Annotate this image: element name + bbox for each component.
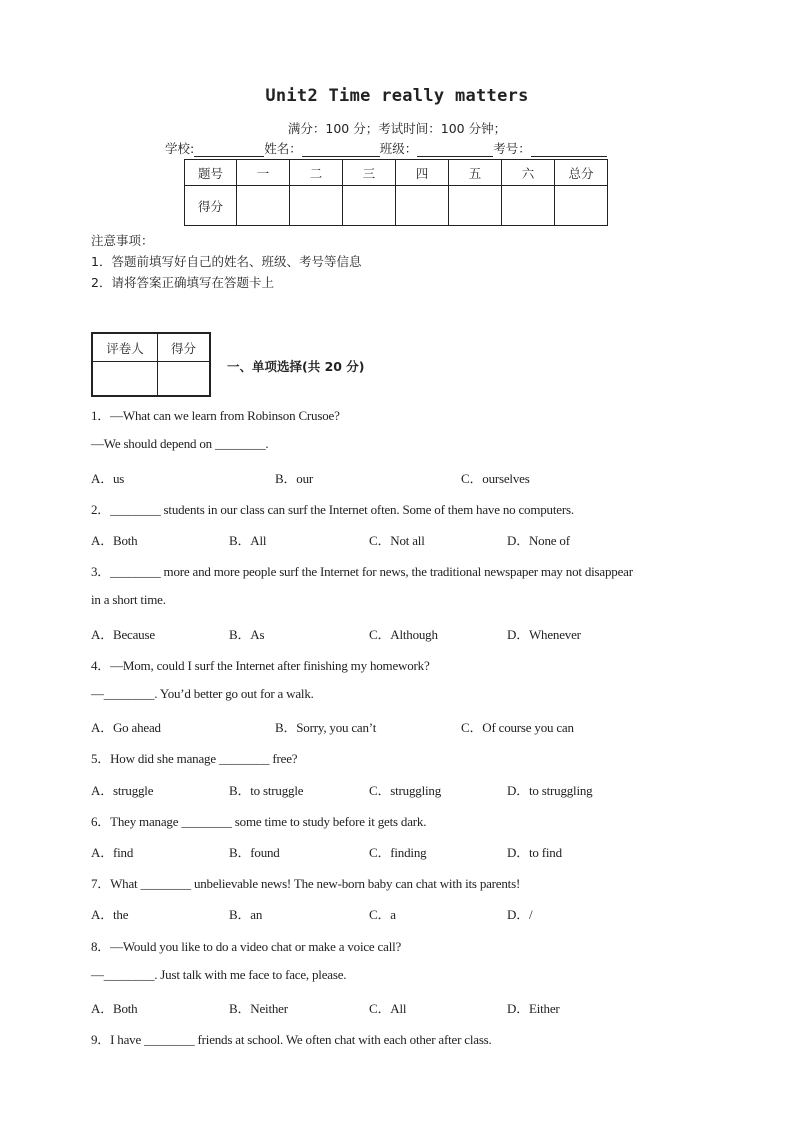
question-stem: 3．________ more and more people surf the Internet for news, the traditional newspaper may not disappear: [91, 564, 633, 579]
school-field[interactable]: [194, 144, 264, 157]
option[interactable]: D．Either: [507, 1001, 560, 1016]
option[interactable]: B．an: [229, 907, 263, 922]
question-stem: —We should depend on ________.: [91, 436, 269, 451]
question-stem: 7．What ________ unbelievable news! The new-born baby can chat with its parents!: [91, 876, 521, 891]
option[interactable]: C．struggling: [369, 783, 441, 798]
option[interactable]: D．Whenever: [507, 627, 581, 642]
student-info-line: [165, 139, 607, 157]
option[interactable]: D．to struggling: [507, 783, 593, 798]
question-stem: 1．—What can we learn from Robinson Crusoe?: [91, 408, 340, 423]
score-cell[interactable]: [449, 186, 502, 226]
question-stem: —________. You’d better go out for a walk.: [91, 686, 314, 701]
score-cell[interactable]: [502, 186, 555, 226]
score-cell[interactable]: [396, 186, 449, 226]
option[interactable]: B．our: [275, 471, 314, 486]
option[interactable]: A．Both: [91, 533, 138, 548]
score-header-cell: 二: [290, 160, 343, 186]
option[interactable]: C．a: [369, 907, 396, 922]
id-field[interactable]: [531, 144, 607, 157]
score-header-cell: 总分: [555, 160, 608, 186]
option[interactable]: D．to find: [507, 845, 562, 860]
option[interactable]: D．None of: [507, 533, 570, 548]
option[interactable]: C．Of course you can: [461, 720, 574, 735]
option[interactable]: B．Neither: [229, 1001, 288, 1016]
name-label: 姓名：: [264, 141, 302, 156]
grader-cell[interactable]: [92, 362, 158, 397]
score-header-cell: 五: [449, 160, 502, 186]
question-stem: 5．How did she manage ________ free?: [91, 751, 298, 766]
option[interactable]: A．Go ahead: [91, 720, 161, 735]
score-header-cell: 题号: [185, 160, 237, 186]
exam-meta: 满分：100 分；考试时间：100 分钟；: [287, 121, 507, 136]
class-label: 班级：: [379, 141, 418, 156]
notes-title: 注意事项：: [91, 233, 154, 248]
option[interactable]: C．Not all: [369, 533, 425, 548]
score-header-cell: 三: [343, 160, 396, 186]
score-cell[interactable]: [343, 186, 396, 226]
option[interactable]: C．ourselves: [461, 471, 530, 486]
option[interactable]: A．find: [91, 845, 134, 860]
score-header-cell: 六: [502, 160, 555, 186]
question-stem: 6．They manage ________ some time to study before it gets dark.: [91, 814, 427, 829]
option[interactable]: D．/: [507, 907, 533, 922]
option[interactable]: B．As: [229, 627, 265, 642]
notes: [91, 230, 361, 293]
option[interactable]: A．struggle: [91, 783, 154, 798]
grader-table: [91, 332, 211, 397]
score-table: [184, 159, 608, 226]
option[interactable]: C．finding: [369, 845, 427, 860]
class-field[interactable]: [417, 144, 493, 157]
name-field[interactable]: [302, 144, 380, 157]
grader-score-label: 得分: [158, 333, 211, 362]
id-label: 考号：: [493, 141, 531, 156]
option[interactable]: B．Sorry, you can’t: [275, 720, 377, 735]
score-cell[interactable]: [290, 186, 343, 226]
note-item: 2．请将答案正确填写在答题卡上: [91, 275, 274, 290]
score-header-cell: 四: [396, 160, 449, 186]
score-header-cell: 一: [237, 160, 290, 186]
school-label: 学校:: [165, 141, 195, 156]
option[interactable]: C．Although: [369, 627, 438, 642]
option[interactable]: A．the: [91, 907, 129, 922]
option[interactable]: B．found: [229, 845, 280, 860]
option[interactable]: B．All: [229, 533, 267, 548]
question-stem: in a short time.: [91, 592, 166, 607]
grader-label: 评卷人: [92, 333, 158, 362]
question-stem: —________. Just talk with me face to face, please.: [91, 967, 347, 982]
note-item: 1．答题前填写好自己的姓名、班级、考号等信息: [91, 254, 362, 269]
option[interactable]: C．All: [369, 1001, 407, 1016]
question-stem: 4．—Mom, could I surf the Internet after finishing my homework?: [91, 658, 430, 673]
section-title: 一、单项选择(共 20 分): [227, 359, 365, 374]
option[interactable]: B．to struggle: [229, 783, 304, 798]
question-stem: 9．I have ________ friends at school. We often chat with each other after class.: [91, 1032, 492, 1047]
question-stem: 2．________ students in our class can surf the Internet often. Some of them have no computers.: [91, 502, 574, 517]
option[interactable]: A．Because: [91, 627, 155, 642]
score-cell[interactable]: [555, 186, 608, 226]
grader-score-cell[interactable]: [158, 362, 211, 397]
question-stem: 8．—Would you like to do a video chat or make a voice call?: [91, 939, 402, 954]
score-cell[interactable]: [237, 186, 290, 226]
page-title: Unit2 Time really matters: [265, 86, 529, 106]
option[interactable]: A．Both: [91, 1001, 138, 1016]
option[interactable]: A．us: [91, 471, 125, 486]
score-row-label: 得分: [185, 186, 237, 226]
